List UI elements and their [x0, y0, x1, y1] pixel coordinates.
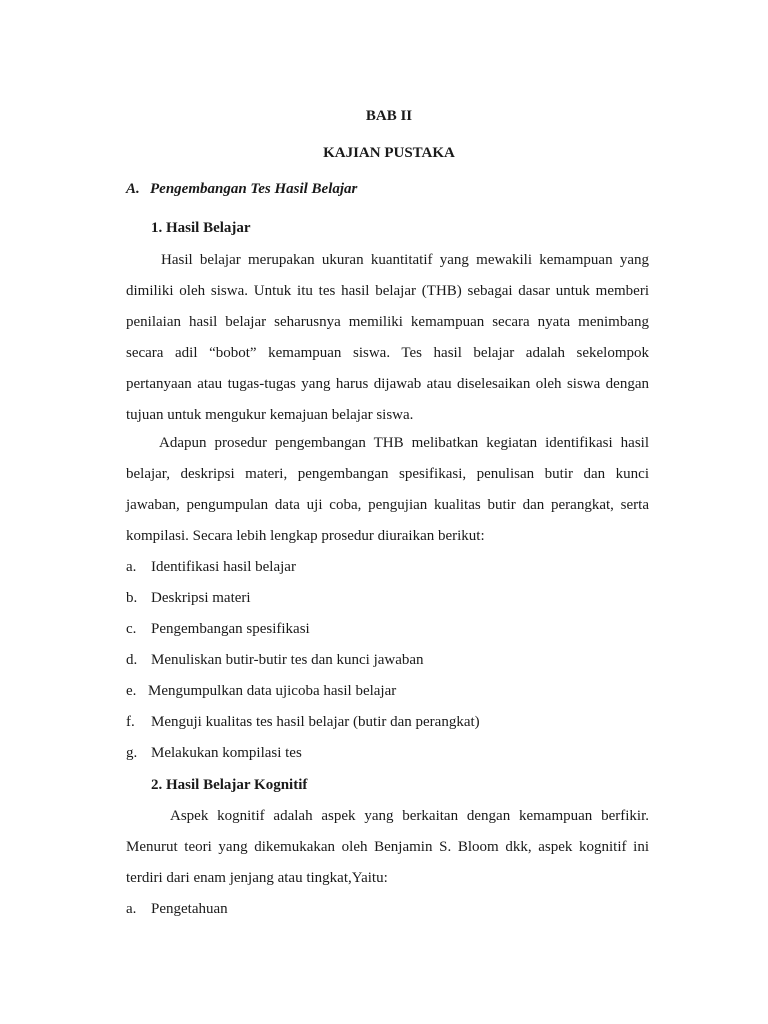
- list-marker: f.: [126, 714, 135, 730]
- list-item-text: Pengembangan spesifikasi: [151, 621, 310, 637]
- list-marker: a.: [126, 559, 137, 575]
- paragraph-line: jawaban, pengumpulan data uji coba, pengujian kualitas butir dan perangkat, serta: [126, 497, 649, 513]
- list-item: [126, 583, 480, 614]
- list-item-text: Pengetahuan: [151, 901, 228, 917]
- list-item-text: Menuliskan butir-butir tes dan kunci jawaban: [151, 652, 424, 668]
- list-marker: e.: [126, 683, 137, 699]
- section-title: Pengembangan Tes Hasil Belajar: [150, 181, 358, 197]
- list-item: [126, 894, 228, 925]
- list-item-text: Identifikasi hasil belajar: [151, 559, 296, 575]
- paragraph-line: Menurut teori yang dikemukakan oleh Benjamin S. Bloom dkk, aspek kognitif ini: [126, 839, 649, 855]
- list-marker: d.: [126, 652, 138, 668]
- list-item-text: Mengumpulkan data ujicoba hasil belajar: [148, 683, 397, 699]
- subsection-heading-1: 1. Hasil Belajar: [151, 220, 251, 236]
- paragraph-line: pertanyaan atau tugas-tugas yang harus dijawab atau diselesaikan oleh siswa dengan: [126, 376, 649, 392]
- list-marker: g.: [126, 745, 138, 761]
- list-marker: b.: [126, 590, 138, 606]
- chapter-label: BAB II: [365, 108, 413, 124]
- list-item: [126, 614, 480, 645]
- chapter-title: KAJIAN PUSTAKA: [323, 145, 455, 161]
- paragraph-line: Adapun prosedur pengembangan THB melibatkan kegiatan identifikasi hasil: [159, 435, 649, 451]
- list-item: [126, 552, 480, 583]
- list-item-text: Menguji kualitas tes hasil belajar (butir dan perangkat): [151, 714, 480, 730]
- procedure-list: [126, 552, 480, 769]
- paragraph-line: penilaian hasil belajar seharusnya memiliki kemampuan secara nyata menimbang: [126, 314, 649, 330]
- paragraph-line: secara adil “bobot” kemampuan siswa. Tes hasil belajar adalah sekelompok: [126, 345, 649, 361]
- paragraph-kognitif: [126, 801, 649, 894]
- list-item-text: Melakukan kompilasi tes: [151, 745, 302, 761]
- kognitif-list: [126, 894, 228, 925]
- list-item: [126, 738, 480, 769]
- subsection-heading-2: 2. Hasil Belajar Kognitif: [151, 777, 308, 793]
- paragraph-line: kompilasi. Secara lebih lengkap prosedur diuraikan berikut:: [126, 528, 485, 544]
- list-item: [126, 645, 480, 676]
- list-item: [126, 676, 480, 707]
- paragraph-line: dimiliki oleh siswa. Untuk itu tes hasil belajar (THB) sebagai dasar untuk memberi: [126, 283, 649, 299]
- paragraph-line: belajar, deskripsi materi, pengembangan spesifikasi, penulisan butir dan kunci: [126, 466, 649, 482]
- list-item-text: Deskripsi materi: [151, 590, 251, 606]
- paragraph-line: tujuan untuk mengukur kemajuan belajar siswa.: [126, 407, 414, 423]
- paragraph-hasil-belajar: [126, 245, 649, 431]
- paragraph-line: terdiri dari enam jenjang atau tingkat,Yaitu:: [126, 870, 388, 886]
- paragraph-prosedur: [126, 428, 649, 552]
- paragraph-line: Aspek kognitif adalah aspek yang berkaitan dengan kemampuan berfikir.: [170, 808, 649, 824]
- list-marker: a.: [126, 901, 137, 917]
- paragraph-line: Hasil belajar merupakan ukuran kuantitatif yang mewakili kemampuan yang: [161, 252, 649, 268]
- section-heading-a: [126, 181, 357, 198]
- section-letter: A.: [126, 181, 140, 197]
- list-marker: c.: [126, 621, 137, 637]
- list-item: [126, 707, 480, 738]
